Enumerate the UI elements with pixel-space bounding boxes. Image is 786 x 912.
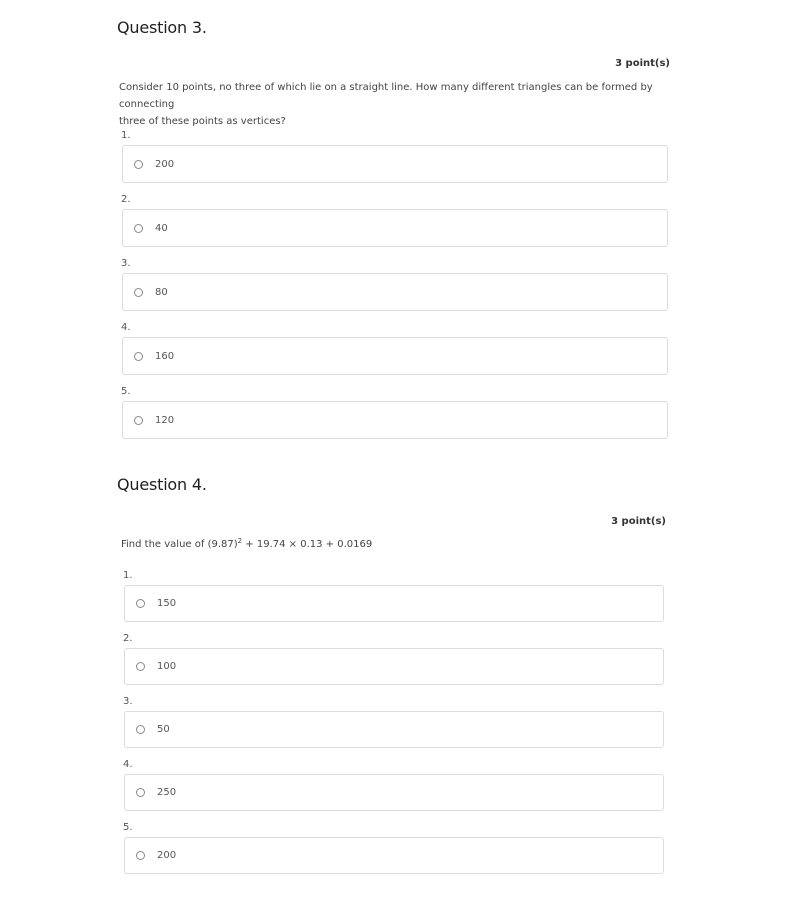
option-value: 160 bbox=[155, 350, 175, 362]
question-text bbox=[119, 79, 679, 130]
radio-button[interactable] bbox=[134, 224, 143, 233]
radio-button[interactable] bbox=[134, 160, 143, 169]
radio-button[interactable] bbox=[136, 599, 145, 608]
question-number: 4. bbox=[191, 475, 207, 494]
option-number: 2. bbox=[121, 194, 131, 205]
answer-option-1[interactable] bbox=[124, 585, 664, 622]
question-text bbox=[121, 536, 641, 553]
answer-option-5[interactable] bbox=[122, 401, 668, 439]
option-number: 5. bbox=[123, 822, 133, 833]
radio-button[interactable] bbox=[134, 352, 143, 361]
option-value: 150 bbox=[157, 598, 177, 609]
answer-option-5[interactable] bbox=[124, 837, 664, 874]
option-value: 80 bbox=[155, 286, 168, 298]
points-label: 3 point(s) bbox=[611, 516, 666, 527]
question-number: 3. bbox=[191, 18, 207, 37]
option-value: 50 bbox=[157, 724, 170, 735]
option-value: 200 bbox=[155, 158, 175, 170]
option-value: 120 bbox=[155, 414, 175, 426]
radio-button[interactable] bbox=[136, 725, 145, 734]
option-value: 100 bbox=[157, 661, 177, 672]
option-number: 4. bbox=[123, 759, 133, 770]
radio-button[interactable] bbox=[134, 416, 143, 425]
question-title-label: Question bbox=[117, 475, 192, 494]
question-text-part: Find the value of (9.87) bbox=[121, 539, 238, 550]
option-number: 3. bbox=[123, 696, 133, 707]
radio-button[interactable] bbox=[136, 788, 145, 797]
radio-button[interactable] bbox=[136, 662, 145, 671]
answer-option-3[interactable] bbox=[122, 273, 668, 311]
question-text-part: + 19.74 × 0.13 + 0.0169 bbox=[242, 539, 373, 550]
answer-option-2[interactable] bbox=[124, 648, 664, 685]
question-title-label: Question bbox=[117, 18, 192, 37]
option-value: 250 bbox=[157, 787, 177, 798]
option-number: 1. bbox=[123, 570, 133, 581]
radio-button[interactable] bbox=[136, 851, 145, 860]
answer-option-1[interactable] bbox=[122, 145, 668, 183]
option-value: 40 bbox=[155, 222, 168, 234]
option-number: 4. bbox=[121, 322, 131, 333]
question-text-line-1: Consider 10 points, no three of which lie on a straight line. How many different triangles can be formed by connecting bbox=[119, 82, 653, 110]
option-number: 5. bbox=[121, 386, 131, 397]
option-number: 3. bbox=[121, 258, 131, 269]
option-number: 2. bbox=[123, 633, 133, 644]
question-text-line-2: three of these points as vertices? bbox=[119, 116, 286, 127]
option-number: 1. bbox=[121, 130, 131, 141]
answer-option-2[interactable] bbox=[122, 209, 668, 247]
answer-option-4[interactable] bbox=[124, 774, 664, 811]
points-label: 3 point(s) bbox=[615, 58, 670, 69]
exponent: 2 bbox=[237, 537, 243, 545]
radio-button[interactable] bbox=[134, 288, 143, 297]
question-title bbox=[117, 18, 207, 37]
question-title bbox=[117, 475, 207, 494]
option-value: 200 bbox=[157, 850, 177, 861]
answer-option-3[interactable] bbox=[124, 711, 664, 748]
answer-option-4[interactable] bbox=[122, 337, 668, 375]
